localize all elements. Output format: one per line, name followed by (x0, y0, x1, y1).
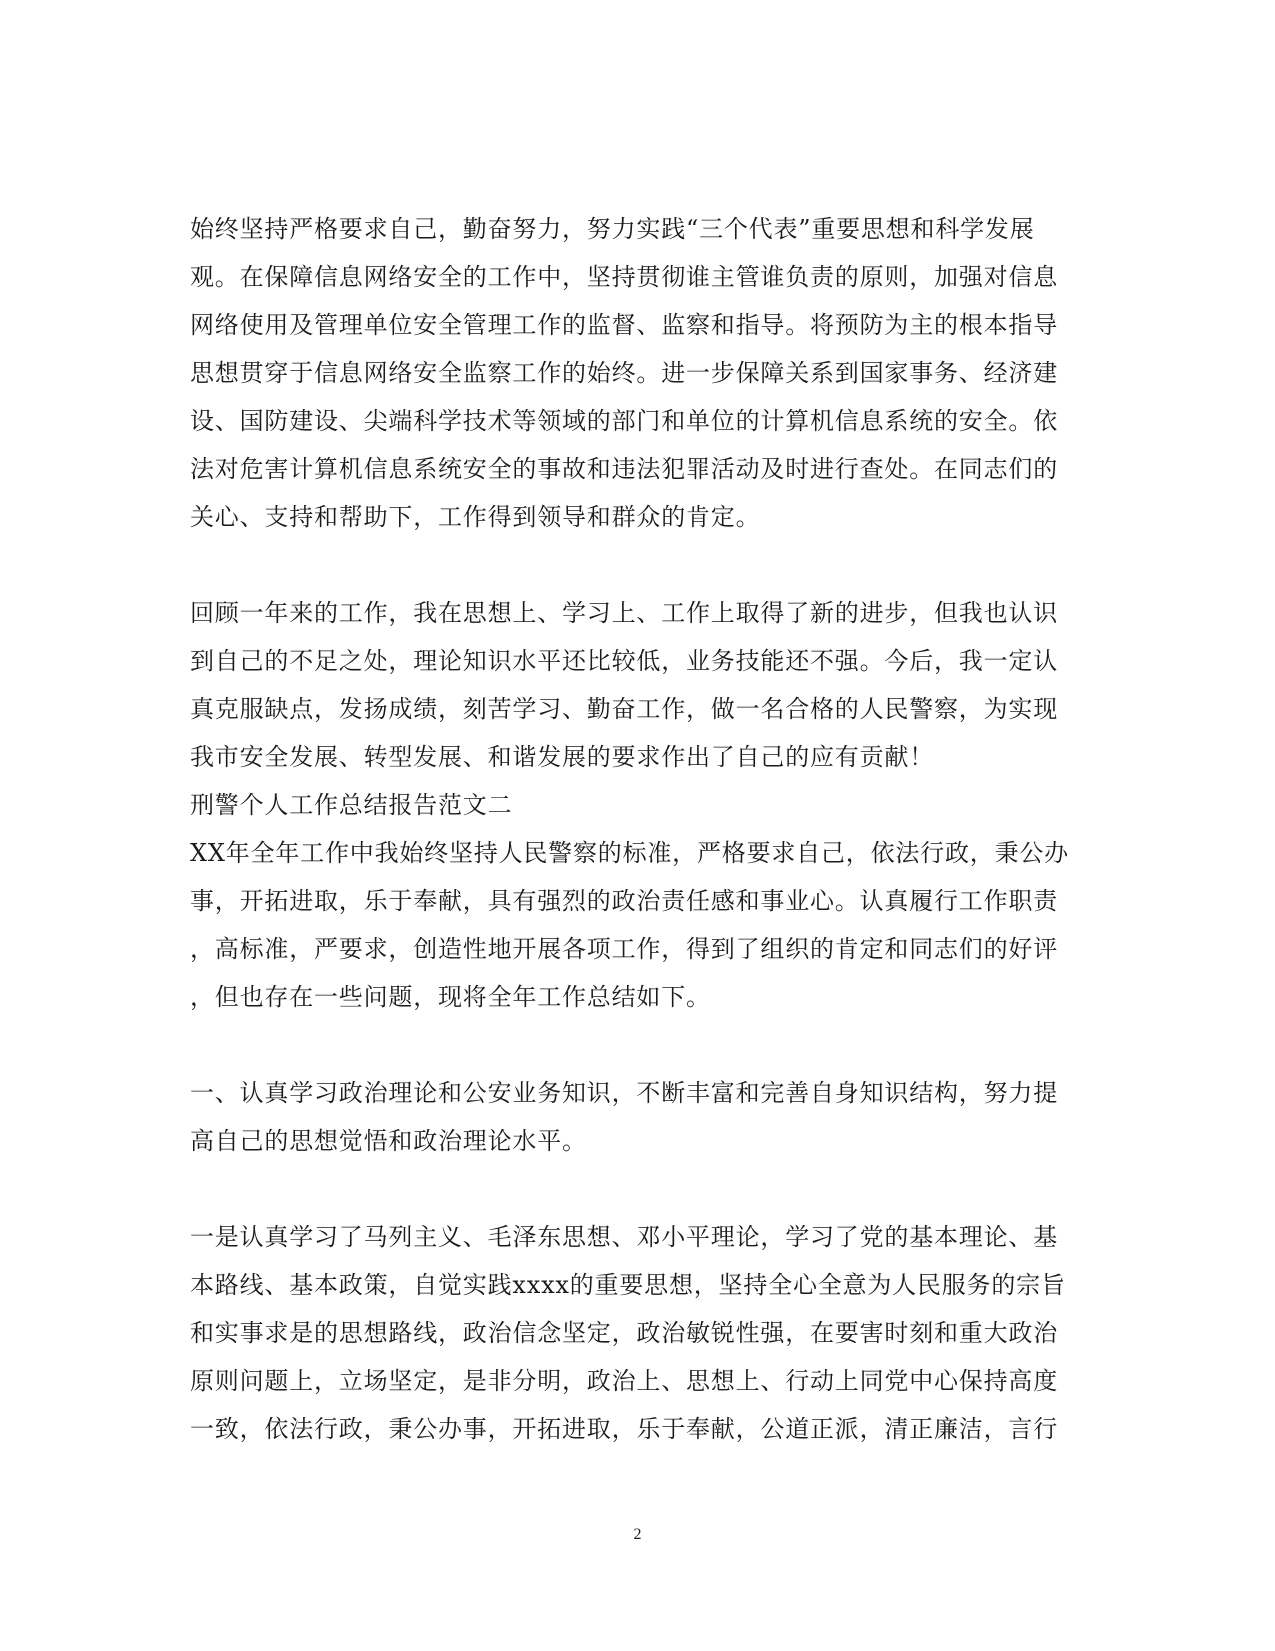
body-line: 观。在保障信息网络安全的工作中，坚持贯彻谁主管谁负责的原则，加强对信息 (190, 263, 1058, 291)
body-line: ，但也存在一些问题，现将全年工作总结如下。 (190, 983, 711, 1011)
body-line: 设、国防建设、尖端科学技术等领域的部门和单位的计算机信息系统的安全。依 (190, 407, 1058, 435)
body-line: 一、认真学习政治理论和公安业务知识，不断丰富和完善自身知识结构，努力提 (190, 1079, 1058, 1107)
body-line: 和实事求是的思想路线，政治信念坚定，政治敏锐性强，在要害时刻和重大政治 (190, 1319, 1058, 1347)
body-line: 一致，依法行政，秉公办事，开拓进取，乐于奉献，公道正派，清正廉洁，言行 (190, 1415, 1058, 1443)
body-line: ，高标准，严要求，创造性地开展各项工作，得到了组织的肯定和同志们的好评 (190, 935, 1058, 963)
body-line: XX年全年工作中我始终坚持人民警察的标准，严格要求自己，依法行政，秉公办 (190, 839, 1069, 867)
body-line: 高自己的思想觉悟和政治理论水平。 (190, 1127, 587, 1155)
body-line: 事，开拓进取，乐于奉献，具有强烈的政治责任感和事业心。认真履行工作职责 (190, 887, 1058, 915)
body-line: 真克服缺点，发扬成绩，刻苦学习、勤奋工作，做一名合格的人民警察，为实现 (190, 695, 1058, 723)
body-line: 始终坚持严格要求自己，勤奋努力，努力实践“三个代表”重要思想和科学发展 (190, 215, 1035, 243)
body-line: 本路线、基本政策，自觉实践xxxx的重要思想，坚持全心全意为人民服务的宗旨 (190, 1271, 1066, 1299)
body-line: 原则问题上，立场坚定，是非分明，政治上、思想上、行动上同党中心保持高度 (190, 1367, 1058, 1395)
body-line: 网络使用及管理单位安全管理工作的监督、监察和指导。将预防为主的根本指导 (190, 311, 1058, 339)
page-number: 2 (633, 1526, 642, 1543)
body-line: 一是认真学习了马列主义、毛泽东思想、邓小平理论，学习了党的基本理论、基 (190, 1223, 1058, 1251)
paragraph-spacer (190, 1021, 1070, 1069)
body-line: 到自己的不足之处，理论知识水平还比较低，业务技能还不强。今后，我一定认 (190, 647, 1058, 675)
paragraph-spacer (190, 1165, 1070, 1213)
body-line: 回顾一年来的工作，我在思想上、学习上、工作上取得了新的进步，但我也认识 (190, 599, 1058, 627)
paragraph-spacer (190, 541, 1070, 589)
body-line: 关心、支持和帮助下，工作得到领导和群众的肯定。 (190, 503, 761, 531)
body-line: 我市安全发展、转型发展、和谐发展的要求作出了自己的应有贡献！ (190, 743, 934, 771)
body-line: 法对危害计算机信息系统安全的事故和违法犯罪活动及时进行查处。在同志们的 (190, 455, 1058, 483)
section-heading: 刑警个人工作总结报告范文二 (190, 791, 513, 819)
body-line: 思想贯穿于信息网络安全监察工作的始终。进一步保障关系到国家事务、经济建 (190, 359, 1058, 387)
document-body (190, 205, 1070, 1453)
